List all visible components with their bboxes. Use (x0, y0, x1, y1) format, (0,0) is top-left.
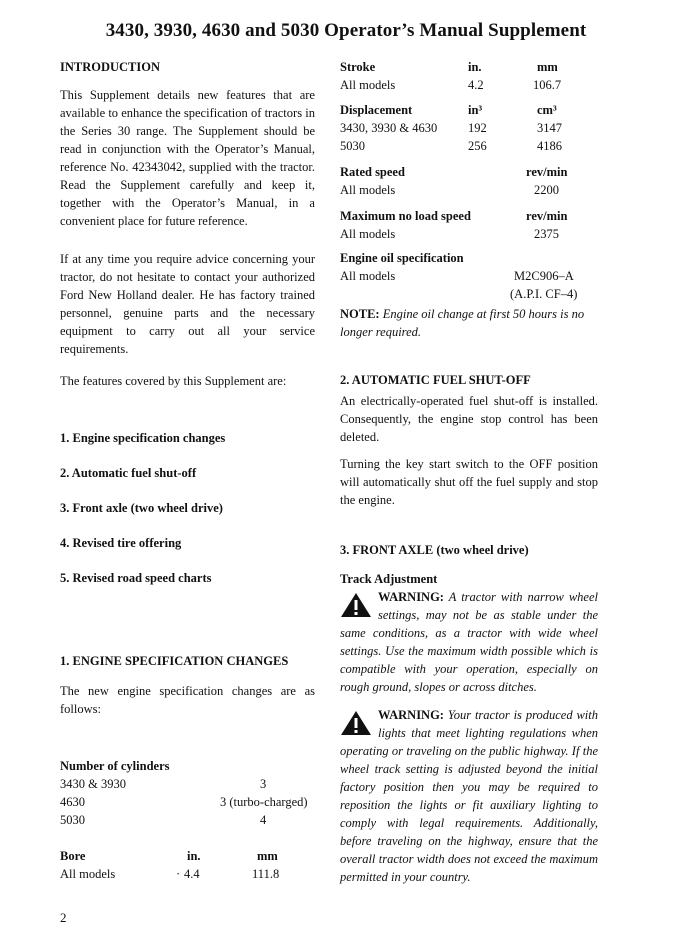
stroke-value-in: 4.2 (468, 78, 484, 92)
rated-speed-header (340, 165, 598, 183)
displacement-unit-in: in³ (468, 103, 483, 117)
oil-row (340, 269, 598, 287)
bore-dot: · (176, 867, 181, 881)
cylinders-model: 3430 & 3930 (60, 777, 126, 791)
cylinders-value: 3 (260, 777, 267, 791)
cylinders-value: 3 (turbo-charged) (220, 795, 308, 809)
stroke-label: Stroke (340, 60, 376, 74)
feature-item: 5. Revised road speed charts (60, 571, 212, 585)
warning-2 (340, 706, 598, 886)
max-speed-row (340, 227, 598, 245)
oil-model: All models (340, 269, 396, 283)
section-2-heading: 2. AUTOMATIC FUEL SHUT-OFF (340, 373, 531, 387)
feature-item: 1. Engine specification changes (60, 431, 226, 445)
stroke-unit-in: in. (468, 60, 482, 74)
stroke-unit-mm: mm (537, 60, 558, 74)
feature-item: 2. Automatic fuel shut-off (60, 466, 197, 480)
max-speed-model: All models (340, 227, 396, 241)
max-speed-label: Maximum no load speed (340, 209, 471, 223)
displacement-value-cm: 3147 (537, 121, 562, 135)
note-text: Engine oil change at first 50 hours is no longer required. (340, 307, 585, 339)
section-2-paragraph-2: Turning the key start switch to the OFF position will automatically shut off the fuel supply and stop the engine. (340, 457, 598, 507)
bore-unit-mm: mm (257, 849, 278, 863)
cylinders-value: 4 (260, 813, 267, 827)
displacement-model: 3430, 3930 & 4630 (340, 121, 438, 135)
stroke-header (340, 60, 598, 78)
feature-item: 3. Front axle (two wheel drive) (60, 501, 223, 515)
warning-1-text: A tractor with narrow wheel settings, may not be as stable under the same conditions, as a tractor with wide wheel settings. Use the maximum width possible which is compatible with your operation, especially on rough ground, slopes or across ditches. (340, 590, 598, 694)
bore-value-mm: 111.8 (252, 867, 280, 881)
note-label: NOTE: (340, 307, 380, 321)
feature-item: 4. Revised tire offering (60, 536, 182, 550)
intro-paragraph-2: If at any time you require advice concerning your tractor, do not hesitate to contact your authorized Ford New Holland dealer. He has factory trained personnel, genuine parts and the necessary equipment to carry out all your service requirements. (60, 252, 315, 356)
displacement-value-cm: 4186 (537, 139, 562, 153)
cylinders-model: 4630 (60, 795, 85, 809)
intro-heading: INTRODUCTION (60, 60, 161, 74)
section-1-text: The new engine specification changes are as follows: (60, 684, 315, 716)
cylinders-label: Number of cylinders (60, 759, 170, 773)
oil-value: M2C906–A (514, 269, 574, 283)
warning-2-label: WARNING: (378, 708, 444, 722)
displacement-value-in: 256 (468, 139, 487, 153)
page-title: 3430, 3930, 4630 and 5030 Operator’s Manual Supplement (105, 20, 587, 41)
bore-unit-in: in. (187, 849, 201, 863)
section-2-paragraph-1: An electrically-operated fuel shut-off is installed. Consequently, the engine stop control has been deleted. (340, 394, 598, 444)
stroke-row (340, 78, 598, 96)
section-3-heading: 3. FRONT AXLE (two wheel drive) (340, 543, 529, 557)
displacement-header (340, 103, 598, 121)
max-speed-header (340, 209, 598, 227)
oil-row-2 (340, 287, 598, 305)
track-adjustment-heading: Track Adjustment (340, 572, 438, 586)
rated-speed-row (340, 183, 598, 201)
bore-model: All models (60, 867, 116, 881)
max-speed-unit: rev/min (526, 209, 568, 223)
section-1-heading: 1. ENGINE SPECIFICATION CHANGES (60, 654, 289, 668)
displacement-row (340, 139, 598, 157)
displacement-label: Displacement (340, 103, 413, 117)
max-speed-value: 2375 (534, 227, 559, 241)
page-number: 2 (60, 910, 67, 925)
rated-speed-model: All models (340, 183, 396, 197)
intro-paragraph-3: The features covered by this Supplement are: (60, 374, 287, 388)
oil-value-api: (A.P.I. CF–4) (510, 287, 578, 301)
oil-label: Engine oil specification (340, 251, 464, 265)
bore-value-in: 4.4 (184, 867, 200, 881)
cylinders-model: 5030 (60, 813, 85, 827)
displacement-unit-cm: cm³ (537, 103, 557, 117)
displacement-model: 5030 (340, 139, 365, 153)
rated-speed-label: Rated speed (340, 165, 405, 179)
stroke-model: All models (340, 78, 396, 92)
bore-label: Bore (60, 849, 86, 863)
warning-1 (340, 588, 598, 696)
warning-1-label: WARNING: (378, 590, 444, 604)
displacement-value-in: 192 (468, 121, 487, 135)
oil-header (340, 251, 598, 269)
displacement-row (340, 121, 598, 139)
stroke-value-mm: 106.7 (533, 78, 562, 92)
warning-2-text: Your tractor is produced with lights that meet lighting regulations when operating or traveling on the public highway. If the wheel track setting is adjusted beyond the initial factory position then you may be required to reposition the lights or fit auxiliary lighting to comply with legal requirements. Additionally, before traveling on the highway, ensure that the overall tractor width does not exceed the maximum permitted in your country. (340, 708, 598, 884)
note (340, 305, 598, 341)
intro-paragraph-1: This Supplement details new features that are available to enhance the specification of tractors in the Series 30 range. The Supplement should be read in conjunction with the Operator’s Manual, reference No. 42343042, supplied with the tractor. Read the Supplement carefully and keep it, together with the Operator’s Manual, in a convenient place for future reference. (60, 88, 315, 228)
rated-speed-unit: rev/min (526, 165, 568, 179)
rated-speed-value: 2200 (534, 183, 559, 197)
